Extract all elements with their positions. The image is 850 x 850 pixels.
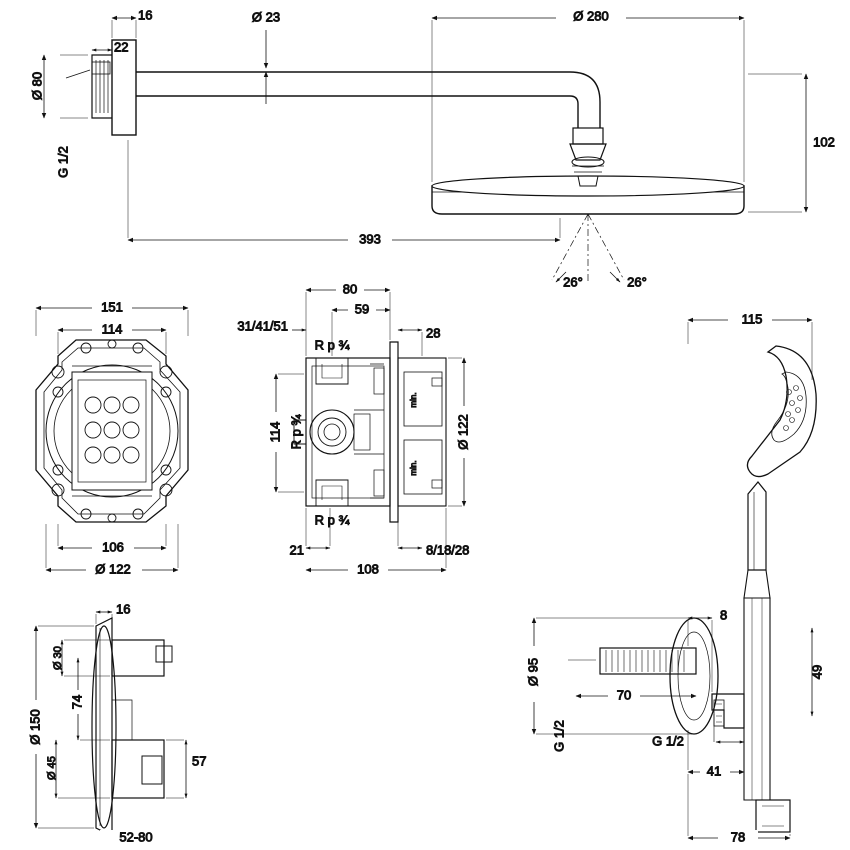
dim-trim-plate-diameter: Ø 150 (27, 709, 43, 745)
dim-trim-handle-offset: 74 (69, 694, 85, 710)
dim-section-inner-top-width: 59 (354, 301, 370, 317)
dim-thread-left: G 1/2 (551, 720, 567, 752)
dim-height-drop: 102 (813, 134, 835, 150)
label-port-top: R p ¾ (314, 337, 350, 353)
dim-section-top-width: 80 (342, 281, 358, 297)
dim-bracket-offset: 8 (720, 607, 728, 623)
label-port-bottom: R p ¾ (314, 512, 350, 528)
dim-section-tail-range: 8/18/28 (426, 542, 470, 558)
view-rough-in-body (36, 299, 188, 578)
label-port-middle: R p ¾ (288, 414, 304, 450)
dim-outlet-length: 70 (616, 687, 632, 703)
dim-trim-handle-diameter: Ø 30 (51, 646, 64, 670)
dim-trim-lower-offset: 57 (192, 753, 207, 769)
label-min-upper: min. (409, 392, 419, 408)
dim-body-diameter: Ø 122 (95, 561, 131, 577)
dim-rosette-diameter: Ø 95 (525, 657, 541, 687)
dim-section-total-length: 108 (357, 561, 379, 577)
dim-hand-shower-width: 115 (741, 311, 763, 327)
dim-head-diameter: Ø 280 (573, 8, 609, 24)
view-rough-in-section (237, 281, 472, 578)
dim-flange-thickness: 16 (138, 7, 153, 23)
dim-spray-angle-right: 26° (627, 274, 647, 290)
dim-section-height: 114 (267, 421, 283, 443)
dim-trim-thickness: 16 (116, 601, 131, 617)
dim-set-total-width: 78 (730, 829, 746, 845)
dim-flange-diameter: Ø 80 (29, 71, 45, 101)
dim-flange-detail: 22 (114, 39, 129, 55)
dim-trim-projection-range: 52-80 (119, 829, 153, 845)
view-thermostat-trim (27, 601, 206, 846)
dim-holder-depth: 41 (706, 763, 722, 779)
view-overhead-shower (29, 7, 834, 289)
dim-projection: 393 (359, 231, 381, 247)
dim-arm-diameter: Ø 23 (251, 9, 281, 25)
dim-section-plate-offset: 28 (426, 325, 441, 341)
dim-body-outer-width: 151 (101, 299, 123, 315)
dim-hand-shower-height: 49 (809, 664, 825, 680)
dim-section-left-offset: 21 (289, 542, 304, 558)
dim-section-depth-range: 31/41/51 (237, 318, 288, 334)
dim-body-inner-width: 114 (101, 321, 123, 337)
dim-trim-inner-diameter: Ø 45 (45, 756, 58, 780)
label-min-lower: min. (409, 460, 419, 476)
dim-thread-right: G 1/2 (652, 733, 684, 749)
dim-spray-angle-left: 26° (563, 274, 583, 290)
dim-section-diameter: Ø 122 (455, 414, 471, 450)
view-hand-shower-set (525, 311, 824, 846)
dim-body-base-width: 106 (102, 539, 124, 555)
dim-thread-g12: G 1/2 (55, 146, 71, 178)
